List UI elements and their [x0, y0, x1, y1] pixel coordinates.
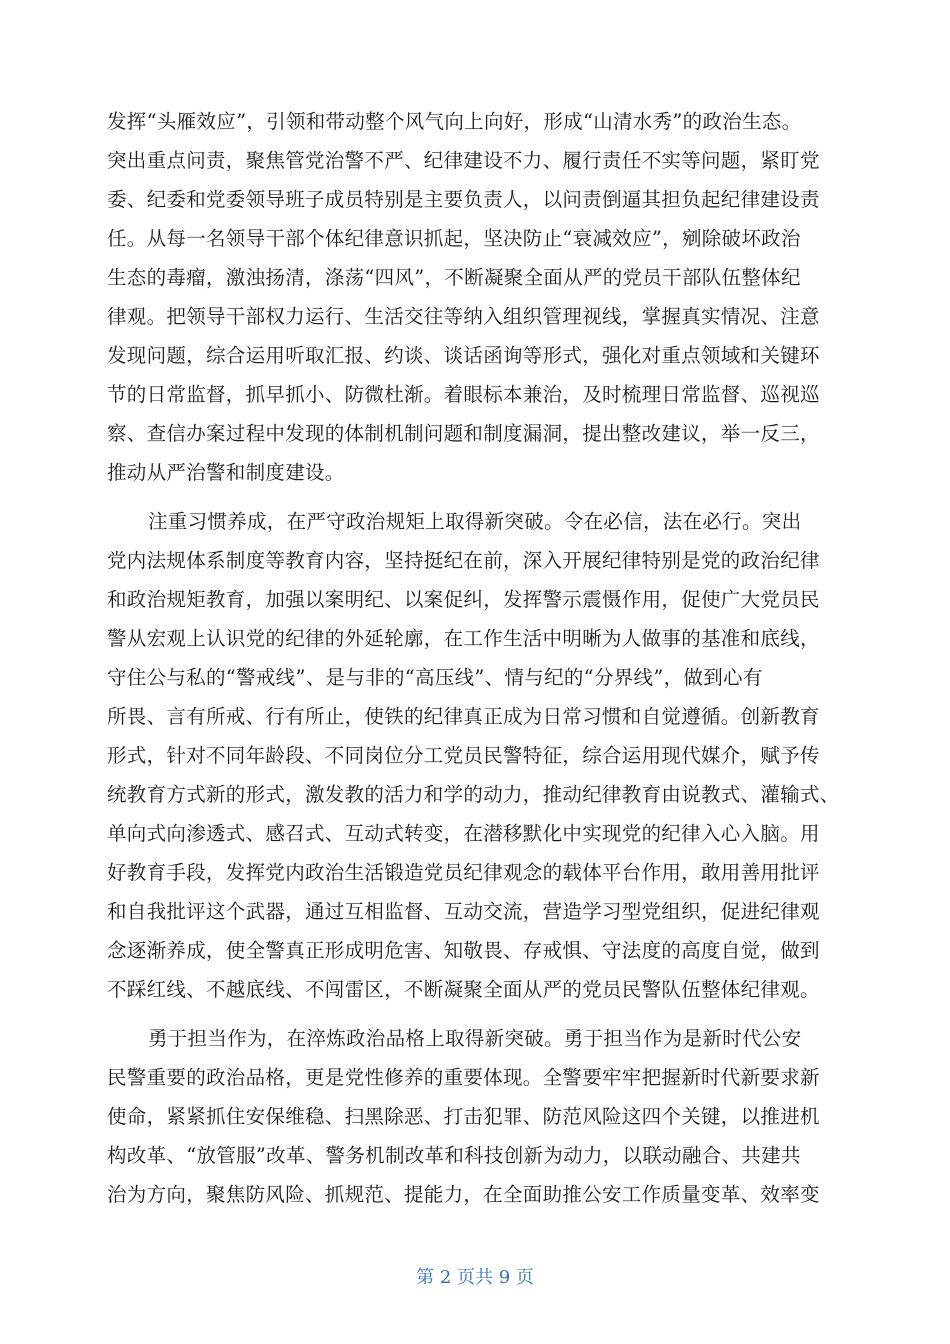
text-line: 生态的毒瘤，激浊扬清，涤荡“四风”，不断凝聚全面从严的党员干部队伍整体纪: [107, 266, 801, 289]
text-line: 警从宏观上认识党的纪律的外延轮廓，在工作生活中明晰为人做事的基准和底线，: [107, 627, 820, 650]
text-line: 发挥“头雁效应”，引领和带动整个风气向上向好，形成“山清水秀”的政治生态。: [107, 110, 802, 133]
text-line: 委、纪委和党委领导班子成员特别是主要负责人，以问责倒逼其担负起纪律建设责: [107, 188, 820, 211]
text-line: 构改革、“放管服”改革、警务机制改革和科技创新为动力，以联动融合、共建共: [107, 1144, 801, 1167]
text-line: 党内法规体系制度等教育内容，坚持挺纪在前，深入开展纪律特别是党的政治纪律: [107, 549, 820, 572]
text-line: 和政治规矩教育，加强以案明纪、以案促纠，发挥警示震慑作用，促使广大党员民: [107, 588, 820, 611]
text-line: 发现问题，综合运用听取汇报、约谈、谈话函询等形式，强化对重点领域和关键环: [107, 344, 820, 367]
text-line: 推动从严治警和制度建设。: [107, 461, 345, 484]
text-line: 任。从每一名领导干部个体纪律意识抓起，坚决防止“衰减效应”，剜除破坏政治: [107, 227, 801, 250]
text-line: 形式，针对不同年龄段、不同岗位分工党员民警特征，综合运用现代媒介，赋予传: [107, 744, 820, 767]
text-line: 勇于担当作为，在淬炼政治品格上取得新突破。勇于担当作为是新时代公安: [148, 1027, 802, 1050]
text-line: 察、查信办案过程中发现的体制机制问题和制度漏洞，提出整改建议，举一反三，: [107, 422, 820, 445]
text-line: 民警重要的政治品格，更是党性修养的重要体现。全警要牢牢把握新时代新要求新: [107, 1066, 820, 1089]
text-line: 所畏、言有所戒、行有所止，使铁的纪律真正成为日常习惯和自觉遵循。创新教育: [107, 705, 820, 728]
text-line: 不踩红线、不越底线、不闯雷区，不断凝聚全面从严的党员民警队伍整体纪律观。: [107, 978, 820, 1001]
text-line: 使命，紧紧抓住安保维稳、扫黑除恶、打击犯罪、防范风险这四个关键，以推进机: [107, 1105, 820, 1128]
text-line: 突出重点问责，聚焦管党治警不严、纪律建设不力、履行责任不实等问题，紧盯党: [107, 149, 820, 172]
text-line: 单向式向渗透式、感召式、互动式转变，在潜移默化中实现党的纪律入心入脑。用: [107, 822, 820, 845]
text-line: 律观。把领导干部权力运行、生活交往等纳入组织管理视线，掌握真实情况、注意: [107, 305, 820, 328]
text-line: 好教育手段，发挥党内政治生活锻造党员纪律观念的载体平台作用，敢用善用批评: [107, 861, 820, 884]
text-line: 和自我批评这个武器，通过互相监督、互动交流，营造学习型党组织，促进纪律观: [107, 900, 820, 923]
text-line: 统教育方式新的形式，激发教的活力和学的动力，推动纪律教育由说教式、灌输式、: [107, 783, 840, 806]
text-line: 治为方向，聚焦防风险、抓规范、提能力，在全面助推公安工作质量变革、效率变: [107, 1183, 820, 1206]
page-number-footer: 第 2 页共 9 页: [416, 1267, 534, 1288]
text-line: 节的日常监督，抓早抓小、防微杜渐。着眼标本兼治，及时梳理日常监督、巡视巡: [107, 383, 820, 406]
text-line: 守住公与私的“警戒线”、是与非的“高压线”、情与纪的“分界线”，做到心有: [107, 666, 763, 689]
text-line: 注重习惯养成，在严守政治规矩上取得新突破。令在必信，法在必行。突出: [148, 510, 802, 533]
text-line: 念逐渐养成，使全警真正形成明危害、知敬畏、存戒惧、守法度的高度自觉，做到: [107, 939, 820, 962]
